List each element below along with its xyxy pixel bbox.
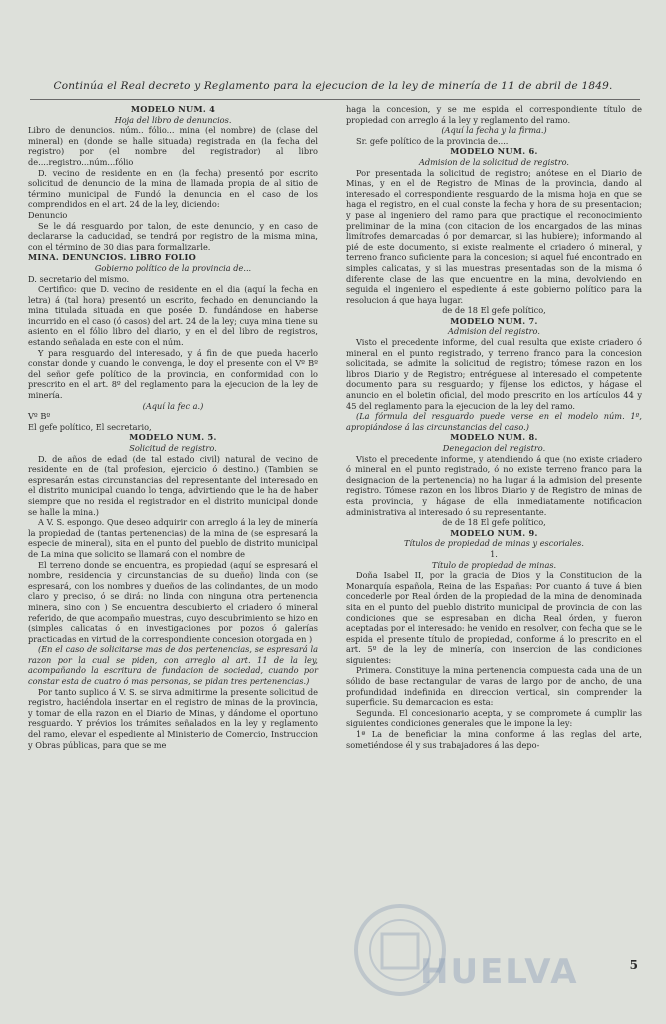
paragraph: Sr. gefe político de la provincia de.... xyxy=(356,135,509,146)
page-number: 5 xyxy=(629,958,638,972)
paragraph: Doña Isabel II, por la gracia de Dios y la Constitucion de la Monarquía española, Reina de las Españas: Por cuanto á tuve á bien concederle por Real órden de la propiedad de la mina de denominada sita en el punto del pueblo distrito municipal de provincia de con las condiciones que se espresaban en dicha Real órden, y fueron aceptadas por el interesado: he venido en resolver, con fecha que se le espida el presente título de propiedad, conforme á lo prescrito en el art. 5º de la ley de minería, con insercion de las condiciones siguientes: xyxy=(346,570,642,665)
paragraph: El gefe político, El secretario, xyxy=(28,421,152,432)
paragraph: 1. xyxy=(490,548,498,559)
paragraph: haga la concesion, y se me espida el correspondiente título de propiedad con arreglo á la ley y reglamento del ramo. xyxy=(346,104,642,125)
paragraph: Se le dá resguardo por talon, de este denuncio, y en caso de declararse la caducidad, se tendrá por registro de la misma mina, con el término de 30 dias para formalizarle. xyxy=(28,220,318,252)
paragraph: MODELO NUM. 9. xyxy=(450,527,538,538)
paragraph: D. secretario del mismo. xyxy=(28,273,130,284)
paragraph: Por presentada la solicitud de registro; anótese en el Diario de Minas, y en el de Registro de Minas de la provincia, dando al interesado el correspondiente resguardo de la misma hoja en que se haga el registro, en el cual conste la fecha y hora de su presentacion; y pase al ingeniero del ramo para que practique el reconocimiento preliminar de la mina (con citacion de los encargados de las minas limítrofes demarcadas ó por demarcar, si las hubiere); informando al pié de este documento, si existe realmente el criadero ó mineral, y terreno franco suficiente para la concesion; si aquel fué encontrado en simples calicatas, y si las muestras presentadas son de la misma ó diferente clase de las que encuentre en la mina, devolviendo en seguida el ingeniero el espediente á este gobierno político para la resolucion á que haya lugar. xyxy=(346,167,642,305)
paragraph: Denuncio xyxy=(28,209,68,220)
archive-watermark: HUELVA xyxy=(420,952,579,992)
paragraph: (Aquí la fecha y la firma.) xyxy=(441,125,547,136)
paragraph: Admision de la solicitud de registro. xyxy=(418,156,570,167)
paragraph: D. vecino de residente en en (la fecha) presentó por escrito solicitud de denuncio de la mina de llamada propia de al sitio de término municipal de Fundó la denuncia en el caso de los comprendidos en el art. 24 de la ley, diciendo: xyxy=(28,167,318,210)
paragraph: de de 18 El gefe político, xyxy=(442,305,546,316)
right-column xyxy=(346,104,642,750)
paragraph: MINA. DENUNCIOS. LIBRO FOLIO xyxy=(28,252,197,263)
paragraph: 1ª La de beneficiar la mina conforme á las reglas del arte, sometiéndose él y sus trabajadores á las depo- xyxy=(346,729,642,750)
running-header: Continúa el Real decreto y Reglamento para la ejecucion de la ley de minería de 11 de abril de 1849. xyxy=(53,80,613,92)
paragraph: Visto el precedente informe, y atendiendo á que (no existe criadero ó mineral en el punto registrado, ó no existe terreno franco para la designacion de la pertenencia) no ha lugar á la admision del presente registro. Tómese razon en los libros Diario y de Registro de minas de esta provincia, y hágase de ella inmediatamente notificacion administrativa al interesado ó su representante. xyxy=(346,453,642,517)
paragraph: MODELO NUM. 4 xyxy=(130,104,216,114)
left-column xyxy=(28,104,318,750)
paragraph: Vº Bº xyxy=(28,411,51,422)
paragraph: Segunda. El concesionario acepta, y se compromete á cumplir las siguientes condiciones generales que le impone la ley: xyxy=(346,707,642,729)
paragraph: Primera. Constituye la mina pertenencia compuesta cada una de un sólido de base rectangular de varas de largo por de ancho, de una profundidad indefinida en direccion vertical, sin comprender la superficie. Su demarcacion es esta: xyxy=(346,665,642,708)
paragraph: Por tanto suplico á V. S. se sirva admitirme la presente solicitud de registro, haciéndola insertar en el registro de minas de la provincia, y tomar de ella razon en el Diario de Minas, y dándome el oportuno resguardo. Y prévios los trámites señalados en la ley y reglamento del ramo, elevar el espediente al Ministerio de Comercio, Instruccion y Obras públicas, para que se me xyxy=(28,686,318,750)
paragraph: Visto el precedente informe, del cual resulta que existe criadero ó mineral en el punto registrado, y terreno franco para la concesion solicitada, se admite la solicitud de registro; tómese razon en los libros Diario y de Registro; entréguese al interesado el competente documento para su resguardo; y fíjense los edictos, y hágase el anuncio en el boletin oficial, del modo prescrito en los artículos 44 y 45 del reglamento para la ejecucion de la ley del ramo. xyxy=(346,337,642,411)
paragraph: Títulos de propiedad de minas y escoriales. xyxy=(404,538,584,549)
paragraph: (En el caso de solicitarse mas de dos pertenencias, se espresará la razon por la cual se piden, con arreglo al art. 11 de la ley, acompañando la escritura de fundacion de sociedad, cuando por constar esta de cuatro ó mas personas, se pidan tres pertenencias.) xyxy=(28,644,318,687)
paragraph: Admision del registro. xyxy=(448,326,540,337)
paragraph: Hoja del libro de denuncios. xyxy=(114,114,232,125)
paragraph: Denegacion del registro. xyxy=(442,443,546,453)
paragraph: de de 18 El gefe político, xyxy=(442,517,546,528)
paragraph: Y para resguardo del interesado, y á fin de que pueda hacerlo constar donde y cuando le convenga, le doy el presente con el Vº Bº del señor gefe político de la provincia, en conformidad con lo prescrito en el art. 8º del reglamento para la ejecucion de la ley de minería. xyxy=(28,347,318,401)
paragraph: Gobierno político de la provincia de... xyxy=(94,262,252,273)
paragraph: (Aquí la fec a.) xyxy=(142,400,204,411)
paragraph: A V. S. espongo. Que deseo adquirir con arreglo á la ley de minería la propiedad de (tantas pertenencias) de la mina de (se espresará la especie de mineral), sita en el punto del pueblo de distrito municipal de La mina que solicito se llamará con el nombre de xyxy=(28,517,318,559)
paragraph: Certifico: que D. vecino de residente en el dia (aquí la fecha en letra) á (tal hora) presentó un escrito, fechado en denunciando la mina titulada situada en que posée D. fundándose en haberse incurrido en el caso (ó casos) del art. 24 de la ley; cuya mina tiene su asiento en el fólio libro del diario, y en el del libro de registros, estando señalada en este con el núm. xyxy=(28,284,318,348)
paragraph: MODELO NUM. 5. xyxy=(129,432,217,443)
paragraph: (La fórmula del resguardo puede verse en el modelo núm. 1º, apropiándose á las circunstancias del caso.) xyxy=(346,411,642,432)
header-rule xyxy=(30,99,640,100)
paragraph: Libro de denuncios. núm.. fólio... mina (el nombre) de (clase del mineral) en (donde se halle situada) registrada en (la fecha del registro) por (el nombre del registrador) al libro de....registro...núm...fólio xyxy=(28,125,318,167)
paragraph: Título de propiedad de minas. xyxy=(431,559,557,570)
paragraph: MODELO NUM. 7. xyxy=(450,315,538,326)
paragraph: MODELO NUM. 8. xyxy=(450,432,538,443)
paragraph: El terreno donde se encuentra, es propiedad (aquí se espresará el nombre, residencia y circunstancias de su dueño) linda con (se espresará, con los nombres y dueños de las colindantes, de un modo claro y preciso, ó se dirá: no linda con ninguna otra pertenencia minera, sino con ) Se encuentra descubierto el criadero ó mineral referido, de que acompaño muestras, cuyo descubrimiento se hizo en (simples calicatas ó en investigaciones por pozos ó galerías practicadas en virtud de la correspondiente concesion otorgada en ) xyxy=(28,559,318,644)
paragraph: D. de años de edad (de tal estado civil) natural de vecino de residente en de (tal profesion, ejercicio ó destino.) (Tambien se espresarán estas circunstancias del representante del interesado en el distrito municipal cuando lo tenga, advirtiendo que le ha de haber siempre que no resida el registrador en el distrito municipal donde se halle la mina.) xyxy=(28,453,318,517)
paragraph: MODELO NUM. 6. xyxy=(450,146,538,157)
paragraph: Solicitud de registro. xyxy=(129,443,217,453)
